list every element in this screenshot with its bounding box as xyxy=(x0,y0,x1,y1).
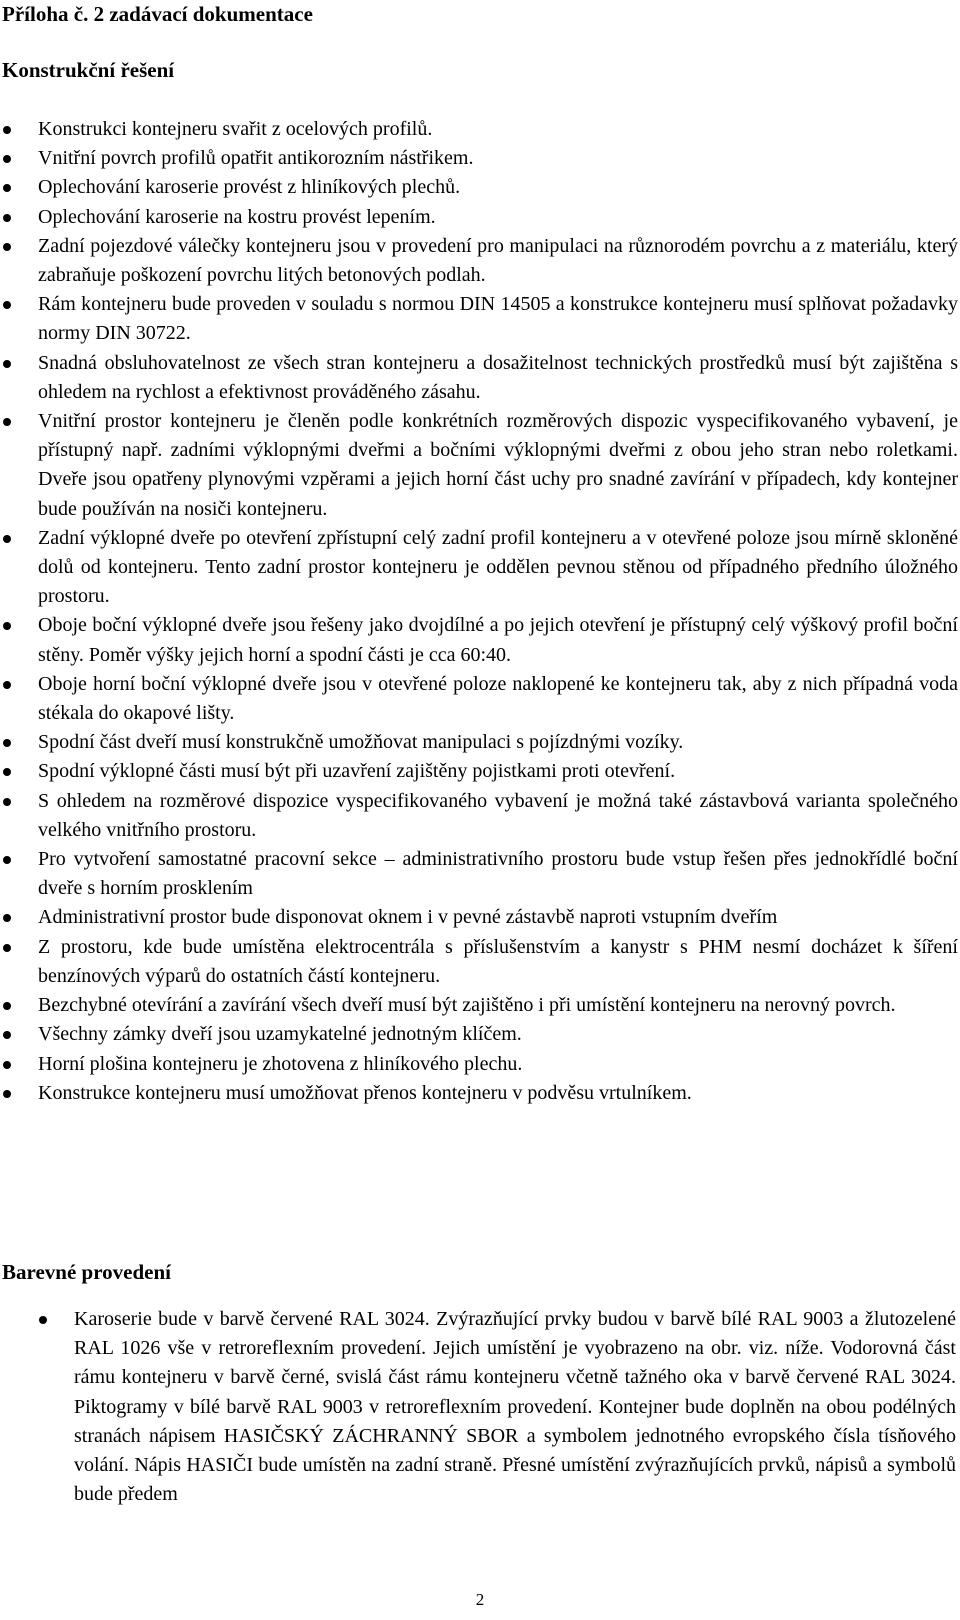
bullet-icon xyxy=(3,944,11,952)
bullet-icon xyxy=(39,1316,47,1324)
list-item-text: Pro vytvoření samostatné pracovní sekce – administrativního prostoru bude vstup řešen přes jednokřídlé boční dveře s horním prosklením xyxy=(38,848,958,900)
list-item xyxy=(0,232,958,290)
annex-title: Příloha č. 2 zadávací dokumentace xyxy=(2,2,313,26)
list-item-text: Oplechování karoserie provést z hliníkových plechů. xyxy=(38,176,461,199)
bullet-icon xyxy=(3,914,11,922)
list-item xyxy=(0,173,958,202)
page-number: 2 xyxy=(475,1590,485,1609)
bullet-icon xyxy=(3,155,11,163)
bullet-icon xyxy=(3,360,11,368)
bullet-icon xyxy=(3,535,11,543)
list-item-text: Vnitřní povrch profilů opatřit antikorozním nástřikem. xyxy=(38,147,474,170)
list-item-text: Z prostoru, kde bude umístěna elektrocentrála s příslušenstvím a kanystr s PHM nesmí docházet k šíření benzínových výparů do ostatních částí kontejneru. xyxy=(38,935,958,987)
list-item xyxy=(0,1050,958,1079)
list-item-text: S ohledem na rozměrové dispozice vyspecifikovaného vybavení je možná také zástavbová varianta společného velkého vnitřního prostoru. xyxy=(38,789,958,841)
list-item xyxy=(0,903,958,932)
list-item-text: Zadní pojezdové válečky kontejneru jsou v provedení pro manipulaci na různorodém povrchu a z materiálu, který zabraňuje poškození povrchu litých betonových podlah. xyxy=(38,234,958,287)
bullet-icon xyxy=(3,681,11,689)
list-item-text: Konstrukci kontejneru svařit z ocelových profilů. xyxy=(38,118,433,140)
bullet-icon xyxy=(3,1031,11,1039)
bullet-icon xyxy=(3,1090,11,1098)
section-heading-construction: Konstrukční řešení xyxy=(2,58,175,82)
list-item xyxy=(0,349,958,407)
bullet-icon xyxy=(3,184,11,192)
list-item xyxy=(0,991,958,1020)
list-item xyxy=(0,611,958,669)
list-item xyxy=(0,203,958,232)
bullet-icon xyxy=(3,301,11,309)
bullet-icon xyxy=(3,768,11,776)
list-item-text: Spodní část dveří musí konstrukčně umožňovat manipulaci s pojízdnými vozíky. xyxy=(38,731,684,754)
color-design-list xyxy=(0,1305,958,1509)
list-item xyxy=(0,1020,958,1049)
list-item-text: Vnitřní prostor kontejneru je členěn podle konkrétních rozměrových dispozic vyspecifikovaného vybavení, je přístupný např. zadními výklopnými dveřmi a bočními výklopnými dveřmi z obou jeho stran nebo roletkami. Dveře jsou opatřeny plynovými vzpěrami a jejich horní část uchy pro snadné zavírání v případech, kdy kontejner bude používán na nosiči kontejneru. xyxy=(38,410,958,520)
list-item xyxy=(0,290,958,348)
bullet-icon xyxy=(3,126,11,134)
list-item xyxy=(0,933,958,991)
list-item-text: Zadní výklopné dveře po otevření zpřístupní celý zadní profil kontejneru a v otevřené poloze jsou mírně skloněné dolů od kontejneru. Tento zadní prostor kontejneru je oddělen pevnou stěnou od případného předního úložného prostoru. xyxy=(38,526,958,608)
list-item-text: Karoserie bude v barvě červené RAL 3024. Zvýrazňující prvky budou v barvě bílé RAL 9003 a žlutozelené RAL 1026 vše v retroreflexním provedení. Jejich umístění je vyobrazeno na obr. viz. níže. Vodorovná část rámu kontejneru v barvě černé, svislá část rámu kontejneru včetně tažného oka v barvě červené RAL 3024. Piktogramy v bílé barvě RAL 9003 v retroreflexním provedení. Kontejner bude doplněn na obou podélných stranách nápisem HASIČSKÝ ZÁCHRANNÝ SBOR a symbolem jednotného evropského čísla tísňového volání. Nápis HASIČI bude umístěn na zadní straně. Přesné umístění zvýrazňujících prvků, nápisů a symbolů bude předem xyxy=(74,1308,956,1506)
list-item-text: Spodní výklopné části musí být při uzavření zajištěny pojistkami proti otevření. xyxy=(38,760,676,783)
list-item-text: Administrativní prostor bude disponovat oknem i v pevné zástavbě naproti vstupním dveřím xyxy=(38,906,778,929)
list-item-text: Bezchybné otevírání a zavírání všech dveří musí být zajištěno i při umístění kontejneru na nerovný povrch. xyxy=(38,994,896,1017)
bullet-icon xyxy=(3,622,11,630)
list-item xyxy=(0,1079,958,1108)
list-item-text: Oboje horní boční výklopné dveře jsou v otevřené poloze naklopené ke kontejneru tak, aby z nich případná voda stékala do okapové lišty. xyxy=(38,672,958,725)
bullet-icon xyxy=(3,214,11,222)
list-item xyxy=(0,524,958,612)
bullet-icon xyxy=(3,1061,11,1069)
list-item xyxy=(0,670,958,728)
list-item-text: Horní plošina kontejneru je zhotovena z hliníkového plechu. xyxy=(38,1052,523,1075)
list-item xyxy=(0,407,958,524)
list-item xyxy=(0,144,958,173)
list-item-text: Oboje boční výklopné dveře jsou řešeny jako dvojdílné a po jejich otevření je přístupný celý výškový profil boční stěny. Poměr výšky jejich horní a spodní části je cca 60:40. xyxy=(38,614,958,666)
list-item xyxy=(0,728,958,757)
list-item xyxy=(0,757,958,786)
list-item xyxy=(0,1305,956,1509)
bullet-icon xyxy=(3,418,11,426)
list-item-text: Snadná obsluhovatelnost ze všech stran kontejneru a dosažitelnost technických prostředků musí být zajištěna s ohledem na rychlost a efektivnost prováděného zásahu. xyxy=(38,351,958,403)
list-item xyxy=(0,115,958,144)
list-item-text: Konstrukce kontejneru musí umožňovat přenos kontejneru v podvěsu vrtulníkem. xyxy=(38,1081,692,1104)
list-item xyxy=(0,845,958,903)
section-heading-color-design: Barevné provedení xyxy=(2,1260,171,1284)
bullet-icon xyxy=(3,798,11,806)
bullet-icon xyxy=(3,856,11,864)
list-item-text: Oplechování karoserie na kostru provést lepením. xyxy=(38,205,436,228)
list-item-text: Rám kontejneru bude proveden v souladu s normou DIN 14505 a konstrukce kontejneru musí splňovat požadavky normy DIN 30722. xyxy=(38,293,958,345)
bullet-icon xyxy=(3,1002,11,1010)
bullet-icon xyxy=(3,739,11,747)
bullet-icon xyxy=(3,243,11,251)
list-item-text: Všechny zámky dveří jsou uzamykatelné jednotným klíčem. xyxy=(38,1023,522,1046)
list-item xyxy=(0,787,958,845)
construction-requirements-list xyxy=(0,115,958,1108)
